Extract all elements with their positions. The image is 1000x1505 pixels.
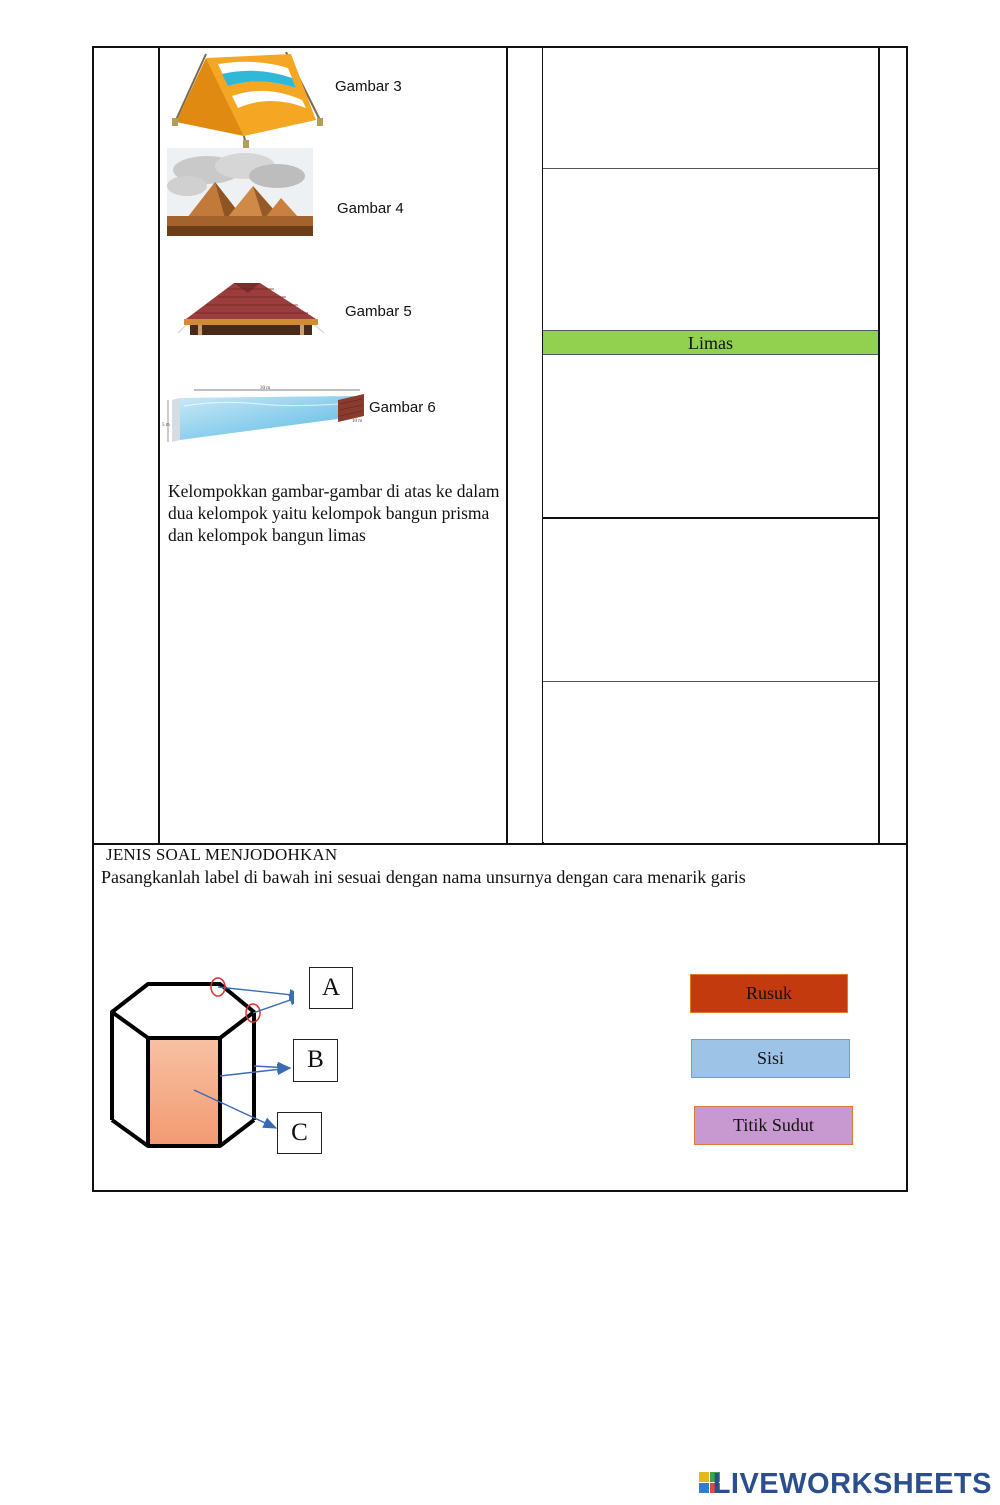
tent-image bbox=[166, 50, 326, 148]
label-box-a: A bbox=[309, 967, 353, 1009]
pool-width-label: 10 m bbox=[352, 419, 363, 424]
roof-image bbox=[176, 275, 326, 335]
grouping-instruction: Kelompokkan gambar-gambar di atas ke dalam dua kelompok yaitu kelompok bangun prisma dan kelompok bangun limas bbox=[168, 481, 500, 545]
label-box-b: B bbox=[293, 1039, 338, 1082]
drop-zone-5[interactable] bbox=[543, 682, 878, 842]
answer-titik-sudut[interactable]: Titik Sudut bbox=[694, 1106, 853, 1145]
gambar-5-caption: Gambar 5 bbox=[345, 303, 412, 320]
drop-zone-2[interactable] bbox=[543, 169, 878, 330]
drop-zone-4[interactable] bbox=[543, 519, 878, 681]
pool-height-label: 5 m bbox=[162, 423, 170, 428]
col-divider-4 bbox=[878, 46, 880, 844]
col-divider-1 bbox=[158, 46, 160, 844]
drop-zone-3[interactable] bbox=[543, 355, 878, 517]
pool-image bbox=[160, 382, 370, 444]
answer-sisi[interactable]: Sisi bbox=[691, 1039, 850, 1078]
gambar-4-caption: Gambar 4 bbox=[337, 200, 404, 217]
section-title: JENIS SOAL MENJODOHKAN bbox=[106, 845, 338, 864]
drop-zone-1[interactable] bbox=[543, 48, 878, 168]
table-border-right bbox=[906, 46, 908, 1192]
matching-instruction: Pasangkanlah label di bawah ini sesuai dengan nama unsurnya dengan cara menarik garis bbox=[101, 867, 746, 887]
cell-divider bbox=[543, 330, 878, 331]
brand-name: LIVEWORKSHEETS bbox=[712, 1468, 992, 1500]
gambar-6-caption: Gambar 6 bbox=[369, 399, 436, 416]
table-border-bottom bbox=[92, 1190, 907, 1192]
group-header-limas: Limas bbox=[543, 331, 878, 354]
pyramids-image bbox=[167, 148, 313, 236]
table-border-left bbox=[92, 46, 94, 1192]
pool-length-label: 30 m bbox=[260, 386, 271, 391]
hexagonal-prism-diagram bbox=[104, 972, 294, 1154]
gambar-3-caption: Gambar 3 bbox=[335, 78, 402, 95]
label-box-c: C bbox=[277, 1112, 322, 1154]
col-divider-2 bbox=[506, 46, 508, 844]
answer-rusuk[interactable]: Rusuk bbox=[690, 974, 848, 1013]
